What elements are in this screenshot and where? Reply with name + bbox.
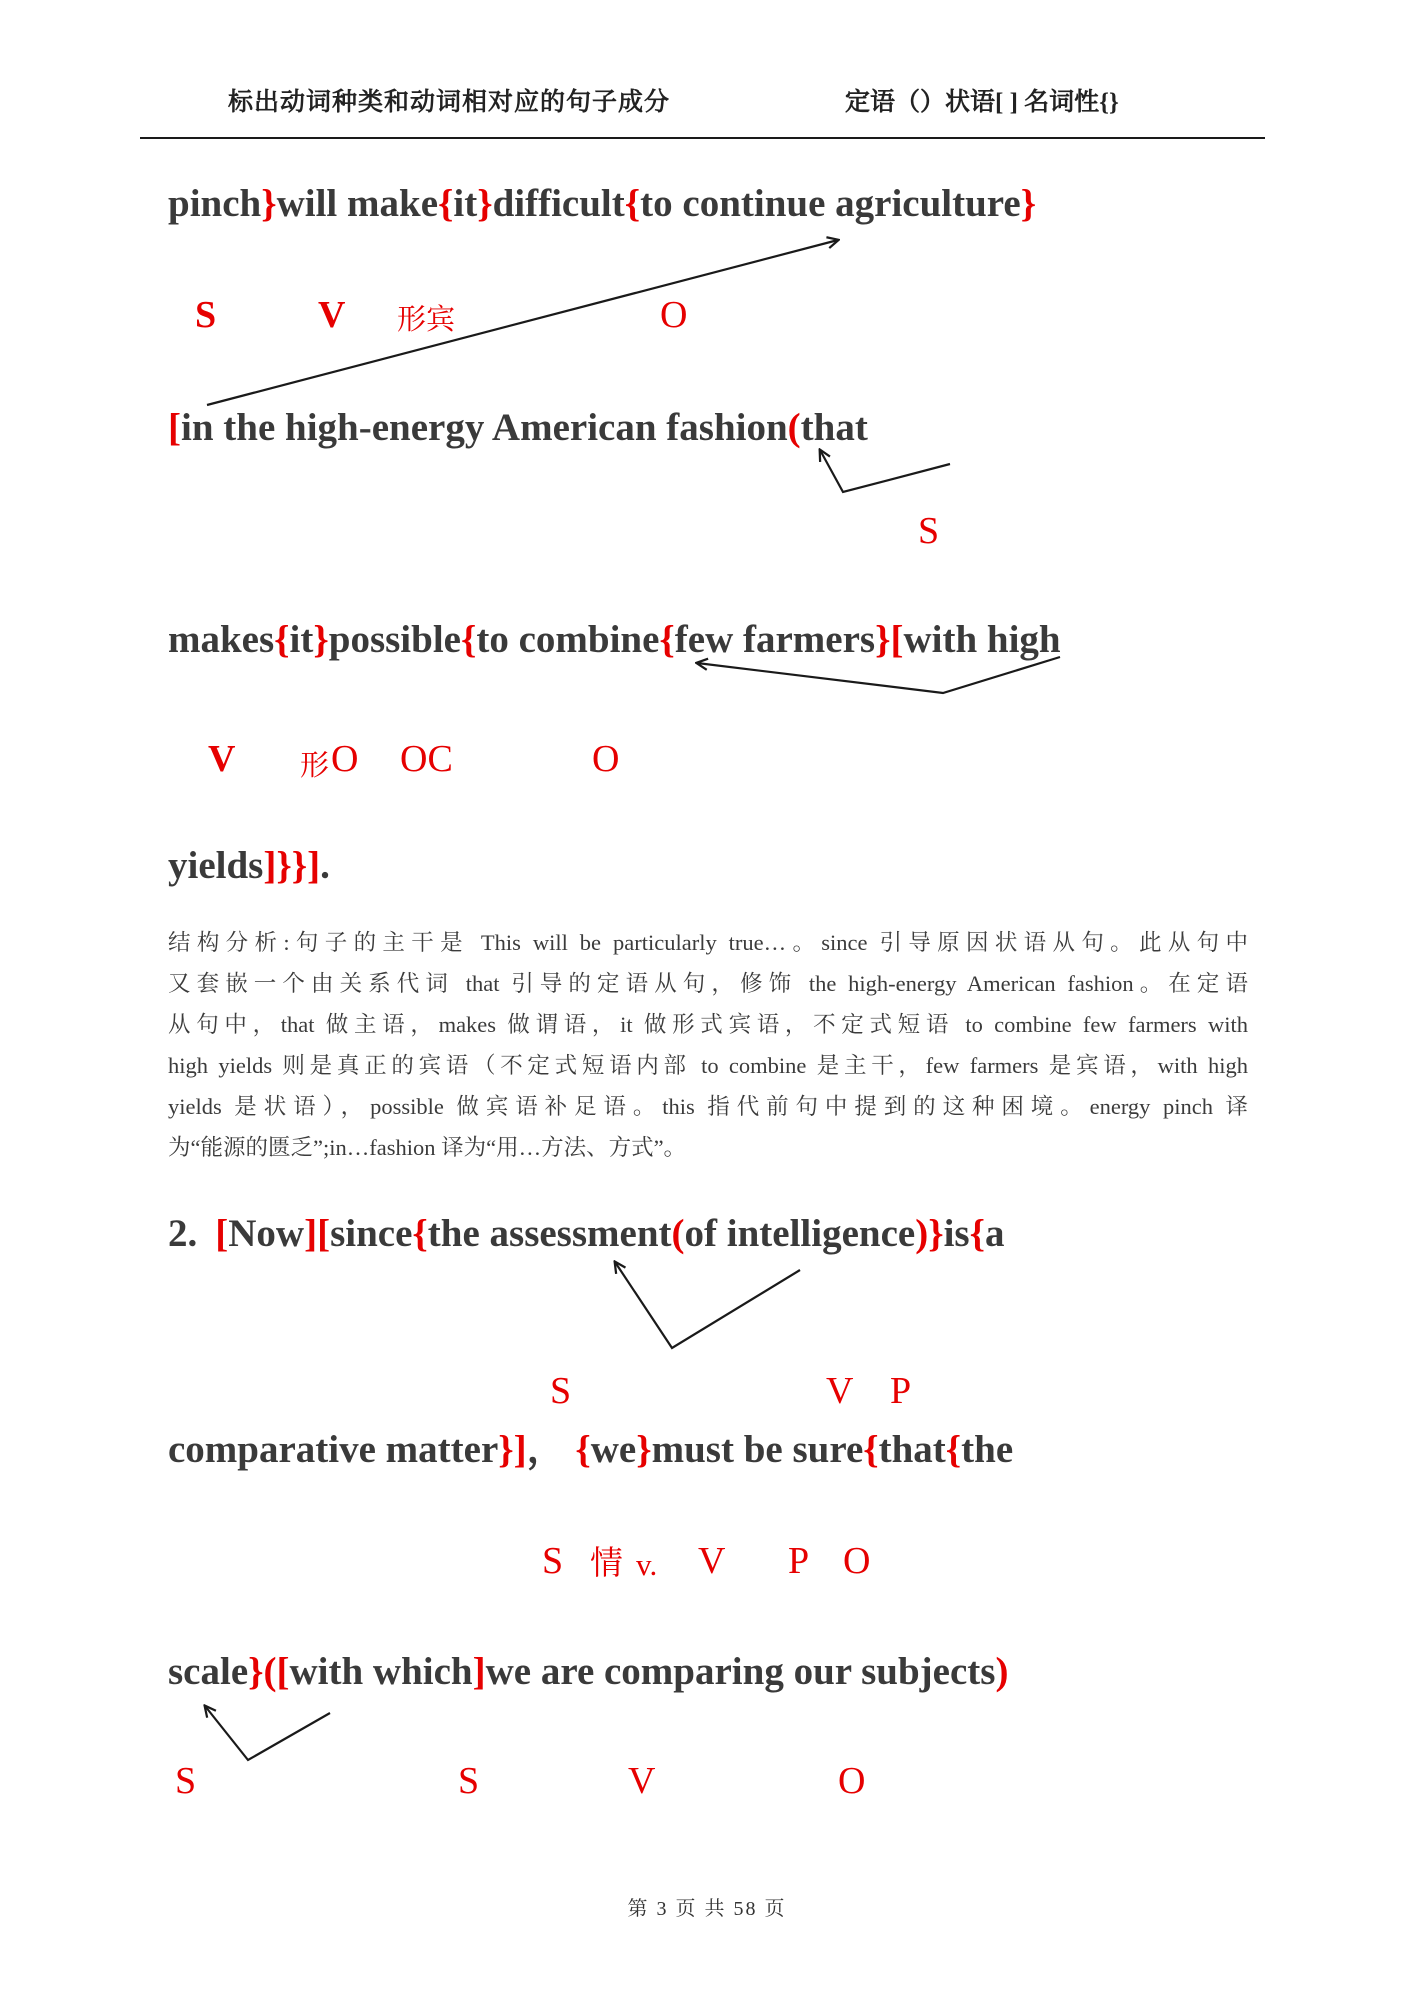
- sentence-segment: it: [289, 618, 314, 661]
- sentence-segment: few farmers: [674, 618, 876, 661]
- sentence-segment: .: [320, 844, 330, 887]
- sentence-line-scale: [168, 1646, 1008, 1698]
- grammar-label-s3: S: [542, 1540, 564, 1582]
- grammar-label-p2: P: [788, 1540, 810, 1582]
- sentence-segment: {: [969, 1212, 985, 1255]
- grammar-label-that-s: S: [918, 510, 940, 552]
- sentence-segment: {: [575, 1428, 591, 1471]
- sentence-segment: {: [274, 618, 290, 661]
- sentence-segment: )}: [915, 1212, 944, 1255]
- sentence-segment: {: [863, 1428, 879, 1471]
- sentence-segment: }: [261, 182, 277, 225]
- sentence-segment: to continue agriculture: [640, 182, 1021, 225]
- sentence-segment: difficult: [492, 182, 625, 225]
- sentence-segment: {: [460, 618, 477, 661]
- header-right-title: 定语（）状语[ ] 名词性{}: [845, 89, 1119, 116]
- analysis-paragraph: [168, 922, 1248, 1168]
- grammar-label-o3: O: [592, 738, 620, 780]
- grammar-label-s5: S: [458, 1760, 480, 1802]
- sentence-segment: {: [412, 1212, 428, 1255]
- header-left-title: 标出动词种类和动词相对应的句子成分: [228, 89, 671, 116]
- sentence-segment: (: [787, 406, 801, 449]
- sentence-segment: }: [313, 618, 329, 661]
- sentence-segment: to combine: [476, 618, 660, 661]
- grammar-label-o: O: [660, 294, 688, 336]
- sentence-segment: scale: [168, 1650, 249, 1693]
- sentence-segment: (: [671, 1212, 685, 1255]
- grammar-label-p: P: [890, 1370, 912, 1412]
- sentence-segment: pinch: [168, 182, 262, 225]
- grammar-label-s2: S: [550, 1370, 572, 1412]
- grammar-label-s4: S: [175, 1760, 197, 1802]
- sentence-line-now: [168, 1208, 1004, 1260]
- grammar-label-o5: O: [838, 1760, 866, 1802]
- sentence-segment: {: [624, 182, 641, 225]
- sentence-segment: ][: [304, 1212, 331, 1255]
- grammar-label-vdot: v.: [636, 1547, 658, 1582]
- sentence-segment: ]}}]: [263, 844, 321, 887]
- sentence-segment: with which: [289, 1650, 473, 1693]
- analysis-line: 从句中，that 做主语，makes 做谓语，it 做形式宾语，不定式短语 to combine few farmers with: [168, 1012, 1248, 1037]
- sentence-segment: that: [878, 1428, 946, 1471]
- grammar-label-v2: V: [208, 738, 236, 780]
- sentence-segment: the assessment: [427, 1212, 672, 1255]
- analysis-line: high yields 则是真正的宾语（不定式短语内部 to combine 是主干，few farmers 是宾语，with high: [168, 1053, 1248, 1078]
- sentence-segment: }: [1020, 182, 1037, 225]
- analysis-line: yields 是状语），possible 做宾语补足语。this 指代前句中提到的这种困境。energy pinch 译: [168, 1094, 1248, 1119]
- sentence-segment: ]: [472, 1650, 486, 1693]
- grammar-label-qing: 情: [590, 1546, 623, 1582]
- grammar-label-s: S: [195, 294, 217, 336]
- sentence-line-pinch: [168, 178, 1036, 230]
- sentence-segment: }]: [498, 1428, 527, 1471]
- page-footer: 第 3 页 共 58 页: [627, 1898, 787, 1920]
- sentence-segment: it: [453, 182, 478, 225]
- sentence-segment: [: [890, 618, 904, 661]
- sentence-segment: makes: [168, 618, 275, 661]
- sentence-line-yields: [168, 840, 330, 892]
- sentence-segment: [: [215, 1212, 229, 1255]
- sentence-segment: {: [945, 1428, 962, 1471]
- grammar-label-v4: V: [698, 1540, 726, 1582]
- sentence-segment: yields: [168, 844, 264, 887]
- sentence-segment: ，: [526, 1428, 576, 1471]
- grammar-label-xingbin: 形宾: [397, 304, 456, 336]
- sentence-segment: }([: [248, 1650, 290, 1693]
- sentence-segment: {: [659, 618, 675, 661]
- arrow-scale-subject: [205, 1706, 330, 1760]
- grammar-label-o2: O: [331, 738, 359, 780]
- sentence-segment: since: [330, 1212, 413, 1255]
- sentence-segment: will make: [276, 182, 439, 225]
- sentence-segment: ): [995, 1650, 1009, 1693]
- sentence-line-now-text: [215, 1212, 1004, 1255]
- sentence-segment: [: [168, 406, 181, 449]
- sentence-segment: in the high-energy American fashion: [181, 406, 788, 449]
- analysis-line: 为“能源的匮乏”;in…fashion 译为“用…方法、方式”。: [168, 1135, 687, 1160]
- sentence-segment: }: [477, 182, 493, 225]
- grammar-label-xing: 形: [300, 750, 330, 782]
- grammar-label-v5: V: [628, 1760, 656, 1802]
- header-rule: [140, 137, 1265, 139]
- arrow-assessment-subject: [615, 1262, 800, 1348]
- sentence-segment: must be sure: [651, 1428, 864, 1471]
- grammar-label-v3: V: [826, 1370, 854, 1412]
- sentence-line-makes: [168, 614, 1061, 666]
- analysis-line: 又套嵌一个由关系代词 that 引导的定语从句，修饰 the high-energy American fashion。在定语: [168, 971, 1248, 996]
- grammar-label-v: V: [318, 294, 346, 336]
- sentence-segment: we are comparing our subjects: [485, 1650, 996, 1693]
- sentence-segment: with high: [903, 618, 1061, 661]
- sentence-segment: {: [438, 182, 454, 225]
- arrow-that-subject: [820, 450, 950, 492]
- grammar-label-oc: OC: [400, 738, 453, 780]
- item-number: 2.: [168, 1212, 198, 1255]
- sentence-line-comparative: [168, 1424, 1013, 1476]
- sentence-segment: the: [961, 1428, 1014, 1471]
- analysis-line: 结构分析:句子的主干是 This will be particularly true…。since 引导原因状语从句。此从句中: [168, 930, 1248, 955]
- sentence-segment: comparative matter: [168, 1428, 499, 1471]
- sentence-segment: that: [800, 406, 868, 449]
- sentence-segment: is: [943, 1212, 970, 1255]
- sentence-segment: }: [875, 618, 891, 661]
- sentence-segment: possible: [328, 618, 461, 661]
- sentence-line-fashion: [168, 402, 868, 454]
- sentence-segment: of intelligence: [684, 1212, 916, 1255]
- grammar-label-o4: O: [843, 1540, 871, 1582]
- sentence-segment: a: [984, 1212, 1005, 1255]
- arrow-to-continue: [207, 240, 838, 405]
- sentence-segment: }: [636, 1428, 652, 1471]
- sentence-segment: we: [590, 1428, 637, 1471]
- sentence-segment: Now: [228, 1212, 305, 1255]
